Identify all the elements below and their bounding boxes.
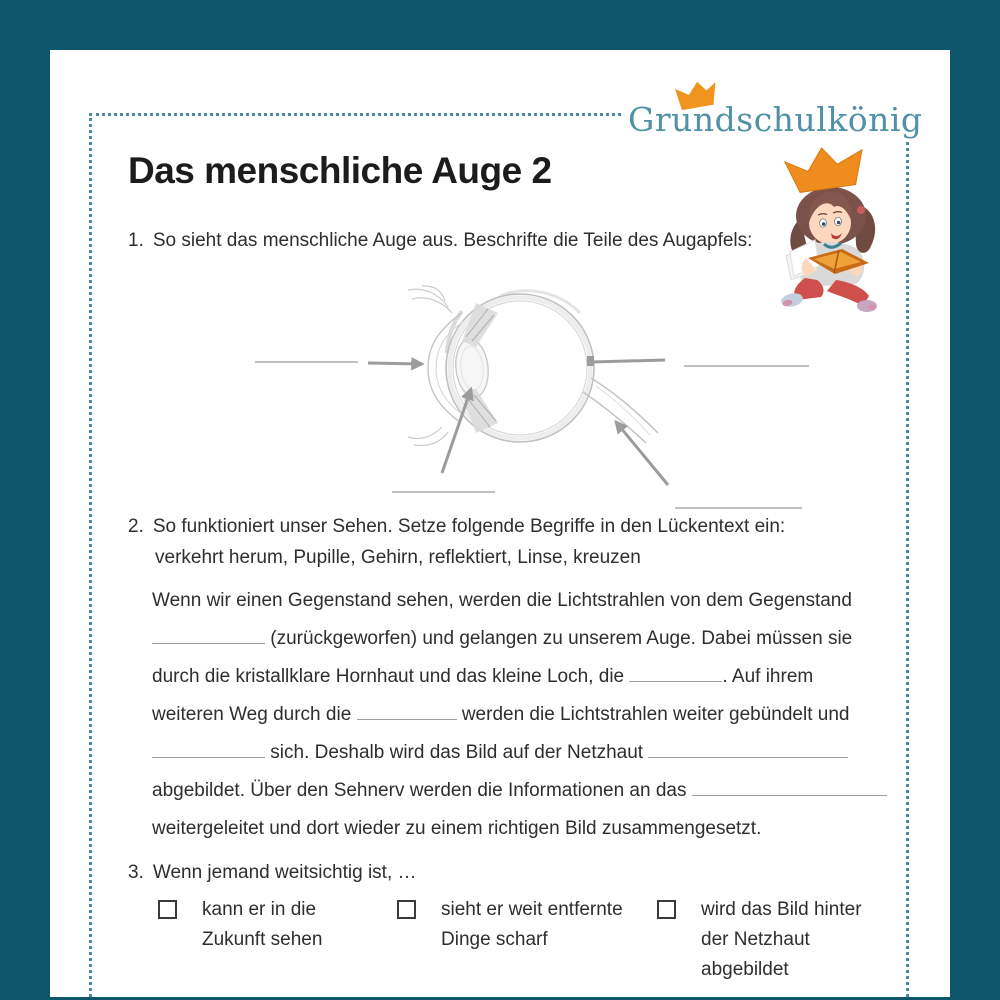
cloze-line	[152, 810, 872, 848]
reading-girl-illustration	[772, 146, 897, 314]
cloze-text: Wenn wir einen Gegenstand sehen, werden die Lichtstrahlen von dem Gegenstand	[152, 590, 852, 611]
cloze-text: . Auf ihrem	[722, 666, 814, 687]
cloze-text: werden die Lichtstrahlen weiter gebündelt und	[456, 704, 850, 725]
worksheet-page	[50, 50, 950, 997]
q3-options	[50, 895, 950, 997]
cloze-text: abgebildet. Über den Sehnerv werden die Informationen an das	[152, 780, 692, 801]
cloze-paragraph	[152, 582, 872, 848]
question-2	[128, 516, 785, 569]
fill-in-blank[interactable]	[648, 742, 848, 758]
cloze-text: durch die kristallklare Hornhaut und das kleine Loch, die	[152, 666, 630, 687]
eye-diagram	[200, 283, 850, 525]
question-2-word-bank: verkehrt herum, Pupille, Gehirn, reflektiert, Linse, kreuzen	[155, 547, 641, 568]
brand-logo	[622, 68, 924, 142]
cloze-text: sich. Deshalb wird das Bild auf der Netzhaut	[265, 742, 649, 763]
cloze-line	[152, 772, 872, 810]
question-3	[128, 862, 417, 884]
answer-checkbox[interactable]	[657, 900, 676, 919]
fill-in-blank[interactable]	[152, 742, 265, 758]
cloze-line	[152, 696, 872, 734]
question-3-text: Wenn jemand weitsichtig ist, …	[152, 862, 417, 883]
cloze-line	[152, 582, 872, 620]
page-title: Das menschliche Auge 2	[128, 150, 552, 191]
fill-in-blank[interactable]	[357, 704, 457, 720]
eyeball-sketch	[408, 286, 658, 446]
fill-in-blank[interactable]	[629, 666, 722, 682]
arrow-to-cornea	[368, 363, 422, 364]
leader-anchor	[587, 356, 594, 366]
cloze-line	[152, 658, 872, 696]
option-label: wird das Bild hinter der Netzhaut abgebildet	[701, 899, 862, 980]
option-label: kann er in die Zukunft sehen	[202, 899, 323, 950]
question-2-text: So funktioniert unser Sehen. Setze folgende Begriffe in den Lückentext ein:	[152, 516, 786, 537]
answer-checkbox[interactable]	[158, 900, 177, 919]
cloze-text: weitergeleitet und dort wieder zu einem richtigen Bild zusammengesetzt.	[152, 818, 762, 839]
fill-in-blank[interactable]	[692, 780, 887, 796]
arrow-to-optic-nerve	[616, 422, 668, 485]
brand-logo-text: Grundschulkönig	[628, 100, 923, 139]
diagram-arrows	[368, 356, 668, 485]
q3-option	[657, 895, 893, 985]
q3-option	[397, 895, 659, 955]
q3-option	[158, 895, 354, 955]
cloze-text: weiteren Weg durch die	[152, 704, 357, 725]
answer-checkbox[interactable]	[397, 900, 416, 919]
option-label: sieht er weit entfernte Dinge scharf	[441, 899, 623, 950]
question-1-number: 1.	[128, 230, 144, 251]
question-3-number: 3.	[128, 862, 144, 883]
fill-in-blank[interactable]	[152, 628, 265, 644]
question-2-number: 2.	[128, 516, 144, 537]
girl-crown-icon	[784, 146, 866, 194]
diagram-answer-blanks	[255, 362, 809, 508]
question-1-text: So sieht das menschliche Auge aus. Beschrifte die Teile des Augapfels:	[152, 230, 753, 251]
leader-line-right	[592, 360, 665, 362]
cloze-text: (zurückgeworfen) und gelangen zu unserem Auge. Dabei müssen sie	[265, 628, 853, 649]
question-1	[128, 230, 752, 252]
cloze-line	[152, 734, 872, 772]
cloze-line	[152, 620, 872, 658]
